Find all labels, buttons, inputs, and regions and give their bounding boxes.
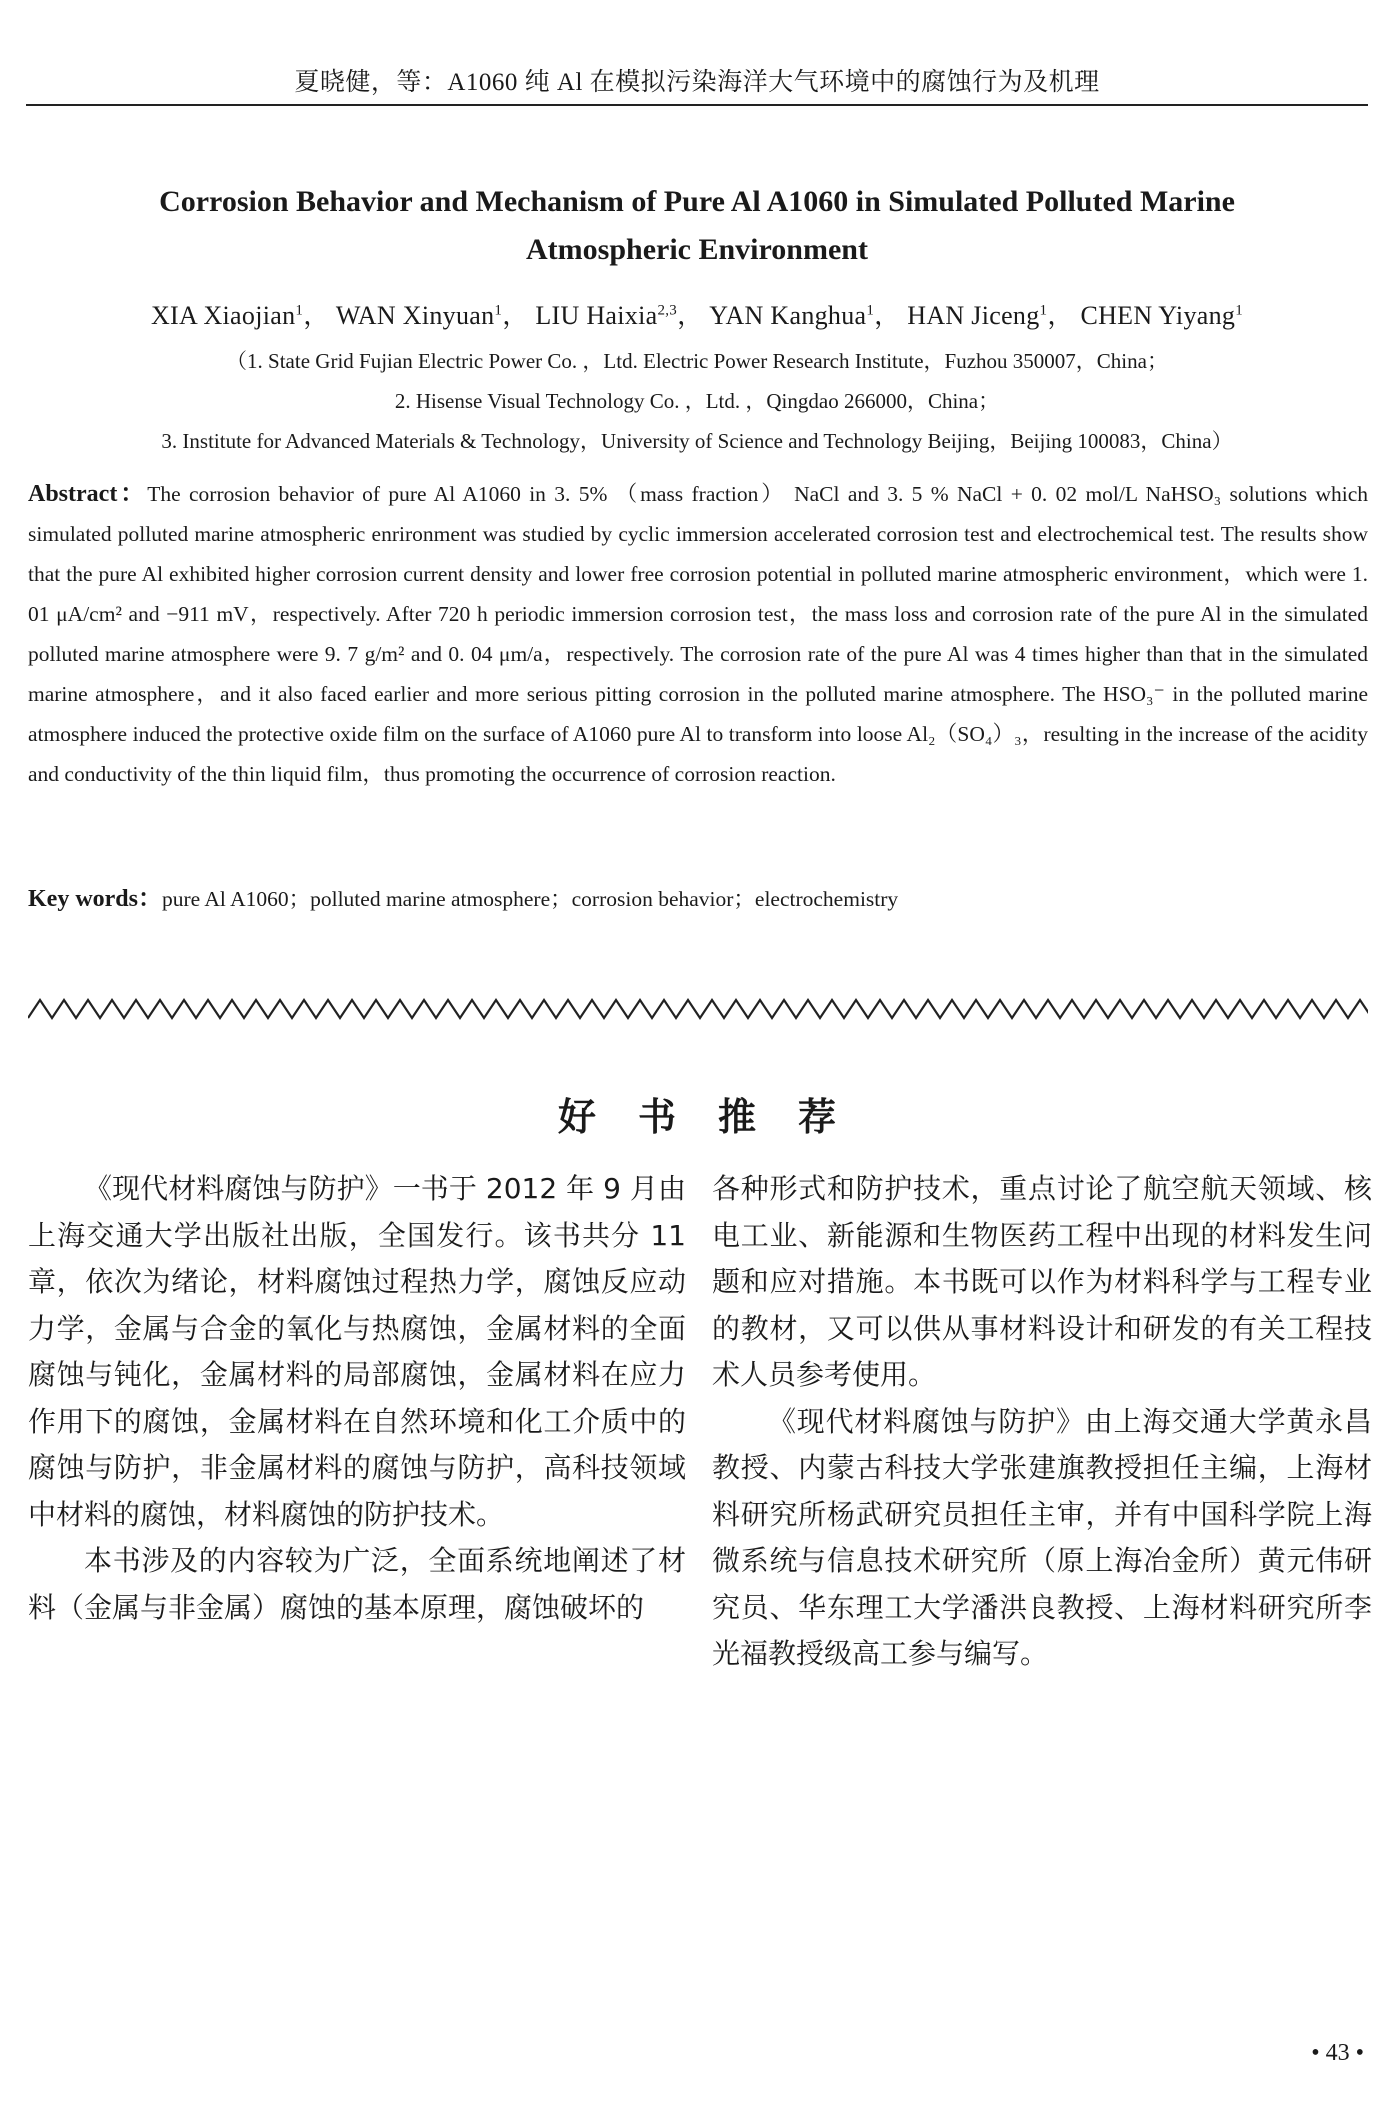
page-number: • 43 • bbox=[1311, 2040, 1364, 2066]
author-affiliation-mark: 1 bbox=[295, 302, 304, 319]
running-header: 夏晓健，等：A1060 纯 Al 在模拟污染海洋大气环境中的腐蚀行为及机理 bbox=[294, 69, 1100, 96]
recommendation-right-column bbox=[712, 1166, 1372, 1678]
recommendation-paragraph: 《现代材料腐蚀与防护》一书于 2012 年 9 月由上海交通大学出版社出版，全国发行。该书共分 11 章，依次为绪论，材料腐蚀过程热力学，腐蚀反应动力学，金属与合金的氧化与热腐蚀，金属材料的全面腐蚀与钝化，金属材料的局部腐蚀，金属材料在应力作用下的腐蚀，金属材料在自然环境和化工介质中的腐蚀与防护，非金属材料的腐蚀与防护，高科技领域中材料的腐蚀，材料腐蚀的防护技术。 bbox=[28, 1172, 686, 1531]
author-affiliation-mark: 2,3 bbox=[657, 302, 678, 319]
author-name: CHEN Yiyang bbox=[1080, 301, 1236, 330]
recommendation-left-column bbox=[28, 1166, 686, 1631]
header-rule bbox=[26, 104, 1368, 106]
keywords-label: Key words： bbox=[28, 886, 162, 912]
keywords bbox=[28, 881, 1368, 917]
article-title-line-1: Corrosion Behavior and Mechanism of Pure Al A1060 in Simulated Polluted Marine bbox=[159, 185, 1235, 218]
abstract bbox=[28, 474, 1368, 794]
author-name: YAN Kanghua bbox=[709, 301, 867, 330]
author-affiliation-mark: 1 bbox=[1039, 302, 1048, 319]
recommendation-title-char: 荐 bbox=[798, 1095, 837, 1139]
recommendation-title-char: 好 bbox=[557, 1095, 596, 1139]
author-name: LIU Haixia bbox=[535, 301, 658, 330]
recommendation-title bbox=[0, 1086, 1394, 1141]
recommendation-title-char: 书 bbox=[637, 1095, 676, 1139]
author-affiliation-mark: 1 bbox=[1235, 302, 1243, 319]
recommendation-title-char: 推 bbox=[718, 1095, 757, 1139]
affiliation-1: （1. State Grid Fujian Electric Power Co. ，Ltd. Electric Power Research Institute，Fuzhou 350007，China； bbox=[226, 349, 1168, 373]
keywords-text: pure Al A1060；polluted marine atmosphere；corrosion behavior；electrochemistry bbox=[162, 887, 899, 911]
author-affiliation-mark: 1 bbox=[866, 302, 875, 319]
author-list: XIA Xiaojian$^1$， WAN Xinyuan$^1$， LIU Haixia$^{2,3}$， YAN Kanghua$^1$， HAN Jiceng$^1$， CHEN Yiyang$^1$ bbox=[150, 301, 1243, 330]
affiliation-2: 2. Hisense Visual Technology Co. ，Ltd. ，Qingdao 266000，China； bbox=[394, 389, 1000, 413]
recommendation-paragraph: 《现代材料腐蚀与防护》由上海交通大学黄永昌教授、内蒙古科技大学张建旗教授担任主编，上海材料研究所杨武研究员担任主审，并有中国科学院上海微系统与信息技术研究所（原上海冶金所）黄元伟研究员、华东理工大学潘洪良教授、上海材料研究所李光福教授级高工参与编写。 bbox=[712, 1404, 1372, 1670]
affiliation-3: 3. Institute for Advanced Materials & Technology，University of Science and Technology Beijing，Beijing 100083，China） bbox=[161, 429, 1233, 453]
article-title bbox=[60, 178, 1334, 274]
author-name: XIA Xiaojian bbox=[150, 301, 296, 330]
abstract-text: The corrosion behavior of pure Al A1060 in 3. 5% （mass fraction） NaCl and 3. 5 % NaCl + 0. 02 mol/L NaHSO₃ solutions which simulated polluted marine atmospheric enrironment was studied by cyclic immersion accelerated corrosion test and electrochemical test. The results show that the pure Al exhibited higher corrosion current density and lower free corrosion potential in polluted marine atmospheric environment，which were 1. 01 μA/cm² and −911 mV，respectively. After 720 h periodic immersion corrosion test，the mass loss and corrosion rate of the pure Al in the simulated polluted marine atmosphere were 9. 7 g/m² and 0. 04 μm/a，respectively. The corrosion rate of the pure Al was 4 times higher than that in the simulated marine atmosphere，and it also faced earlier and more serious pitting corrosion in the polluted marine atmosphere. The HSO₃⁻ in the polluted marine atmosphere induced the protective oxide film on the surface of A1060 pure Al to transform into loose Al₂（SO₄）₃，resulting in the increase of the acidity and conductivity of the thin liquid film，thus promoting the occurrence of corrosion reaction. bbox=[28, 482, 1368, 786]
author-name: HAN Jiceng bbox=[907, 301, 1040, 330]
recommendation-paragraph: 各种形式和防护技术，重点讨论了航空航天领域、核电工业、新能源和生物医药工程中出现的材料发生问题和应对措施。本书既可以作为材料科学与工程专业的教材，又可以供从事材料设计和研发的有关工程技术人员参考使用。 bbox=[712, 1172, 1372, 1391]
article-title-line-2: Atmospheric Environment bbox=[526, 233, 868, 266]
recommendation-paragraph: 本书涉及的内容较为广泛，全面系统地阐述了材料（金属与非金属）腐蚀的基本原理，腐蚀破坏的 bbox=[28, 1544, 686, 1624]
author-name: WAN Xinyuan bbox=[335, 301, 495, 330]
decorative-wave-divider bbox=[28, 996, 1368, 1022]
author-affiliation-mark: 1 bbox=[494, 302, 503, 319]
abstract-label: Abstract： bbox=[28, 481, 148, 507]
